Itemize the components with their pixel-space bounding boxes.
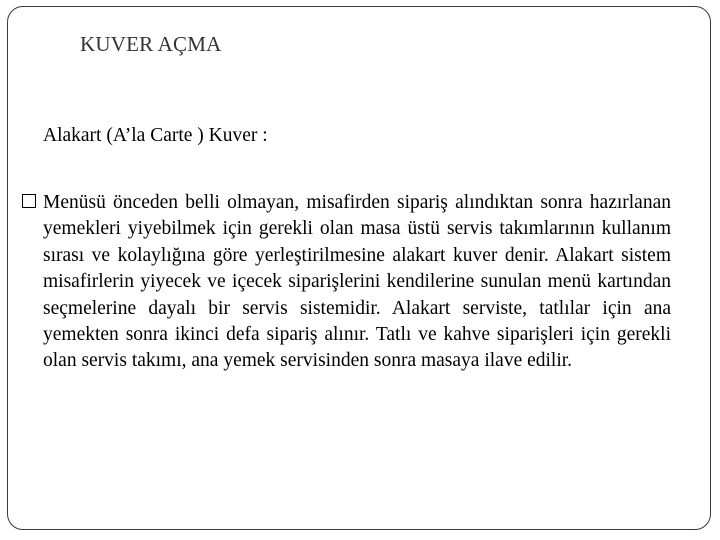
section-heading: Alakart (A’la Carte ) Kuver : xyxy=(43,125,268,146)
bullet-text: Menüsü önceden belli olmayan, misafirden sipariş alındıktan sonra hazırlanan yemekleri yiyebilmek için gerekli olan masa üstü servis takımlarının kullanım sırası ve kolaylığına göre yerleştirilmesine alakart kuver denir. Alakart sistem misafirlerin yiyecek ve içecek siparişlerini kendilerine sunulan menü kartından seçmelerine dayalı bir servis sistemidir. Alakart serviste, tatlılar için ana yemekten sonra ikinci defa sipariş alınır. Tatlı ve kahve siparişleri için gerekli olan servis takımı, ana yemek servisinden sonra masaya ilave edilir. xyxy=(43,192,671,372)
slide-title: KUVER AÇMA xyxy=(80,32,222,56)
bullet-item xyxy=(43,190,671,375)
square-bullet-icon xyxy=(22,194,36,208)
